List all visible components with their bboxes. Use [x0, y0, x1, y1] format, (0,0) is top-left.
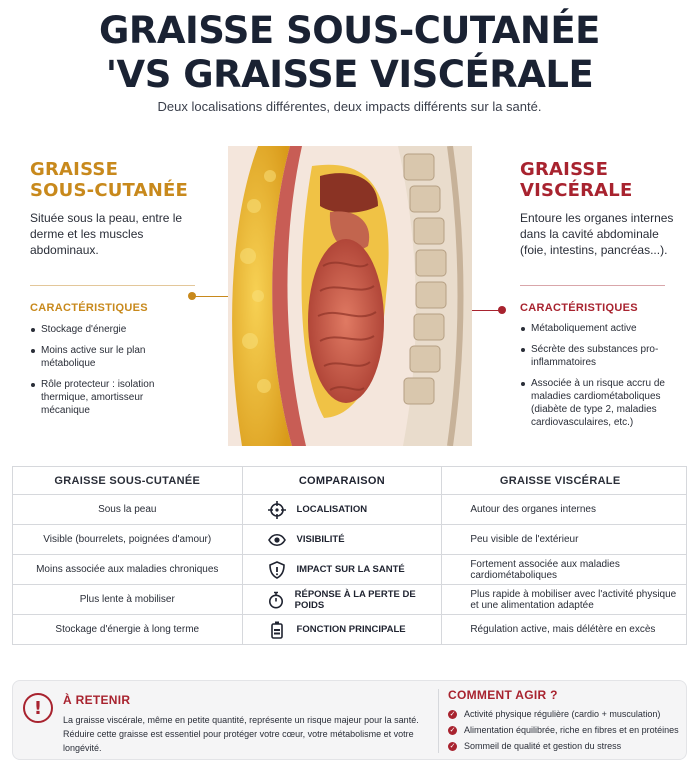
cell-subcutaneous: Visible (bourrelets, poignées d'amour) [13, 525, 243, 555]
right-connector-dot [498, 306, 506, 314]
cell-criterion [242, 555, 442, 585]
left-panel-title [30, 159, 188, 201]
criterion-label: VISIBILITÉ [296, 534, 345, 545]
table-header-row [13, 467, 687, 495]
table-row [13, 555, 687, 585]
list-item: Rôle protecteur : isolation thermique, amortisseur mécanique [30, 378, 190, 417]
takeaway-text [63, 713, 433, 755]
table-row [13, 495, 687, 525]
list-item [448, 707, 679, 721]
right-title-line-2: VISCÉRALE [520, 180, 633, 201]
action-text: Activité physique régulière (cardio + musculation) [464, 709, 661, 719]
criterion-label: LOCALISATION [296, 504, 368, 515]
right-panel-title [520, 159, 632, 201]
table-row [13, 585, 687, 615]
cell-subcutaneous: Moins associée aux maladies chroniques [13, 555, 243, 585]
cell-subcutaneous: Stockage d'énergie à long terme [13, 615, 243, 645]
criterion-label: RÉPONSE À LA PERTE DE POIDS [294, 588, 416, 611]
cell-criterion [242, 585, 442, 615]
cell-visceral: Plus rapide à mobiliser avec l'activité physique et une alimentation adaptée [442, 585, 687, 615]
left-title-line-1: GRAISSE [30, 159, 119, 180]
list-item: Moins active sur le plan métabolique [30, 344, 190, 370]
takeaway-panel [12, 680, 687, 760]
takeaway-title: À RETENIR [63, 693, 131, 707]
comparison-table [12, 466, 687, 645]
criterion-label: IMPACT SUR LA SANTÉ [296, 564, 405, 575]
abdomen-cross-section-illustration [228, 146, 472, 446]
actions-list [448, 707, 679, 755]
cell-visceral: Peu visible de l'extérieur [442, 525, 687, 555]
right-divider [520, 285, 665, 286]
list-item [448, 739, 679, 753]
list-item: Métaboliquement active [520, 322, 680, 335]
takeaway-line-1: La graisse viscérale, même en petite quantité, représente un risque majeur pour la santé. [63, 715, 419, 725]
list-item: Associée à un risque accru de maladies cardiométaboliques (diabète de type 2, maladies cardiovasculaires, etc.) [520, 377, 680, 429]
left-title-line-2: SOUS-CUTANÉE [30, 180, 189, 201]
cell-criterion [242, 525, 442, 555]
cell-visceral: Fortement associée aux maladies cardiométaboliques [442, 555, 687, 585]
subtitle: Deux localisations différentes, deux impacts différents sur la santé. [157, 99, 542, 114]
cell-subcutaneous: Sous la peau [13, 495, 243, 525]
cell-visceral: Régulation active, mais délétère en excès [442, 615, 687, 645]
battery-icon [267, 620, 287, 640]
header-middle: COMPARAISON [242, 467, 442, 495]
crosshair-icon [267, 500, 287, 520]
takeaway-line-2: Réduire cette graisse est essentiel pour protéger votre cœur, votre métabolisme et votre longévité. [63, 729, 414, 753]
list-item: Sécrète des substances pro-inflammatoires [520, 343, 680, 369]
header-right: GRAISSE VISCÉRALE [442, 467, 687, 495]
left-characteristics-list [30, 323, 190, 425]
cell-visceral: Autour des organes internes [442, 495, 687, 525]
left-divider [30, 285, 195, 286]
right-title-line-1: GRAISSE [520, 159, 609, 180]
right-description: Entoure les organes internes dans la cavité abdominale (foie, intestins, pancréas...). [520, 211, 674, 257]
header-left: GRAISSE SOUS-CUTANÉE [13, 467, 243, 495]
shield-alert-icon [267, 560, 287, 580]
criterion-label: FONCTION PRINCIPALE [296, 624, 406, 635]
eye-icon [267, 530, 287, 550]
left-characteristics-title: CARACTÉRISTIQUES [30, 302, 148, 314]
action-text: Alimentation équilibrée, riche en fibres et en protéines [464, 725, 679, 735]
left-description: Située sous la peau, entre le derme et les muscles abdominaux. [30, 211, 183, 257]
left-connector-dot [188, 292, 196, 300]
main-title-line-2: 'VS GRAISSE VISCÉRALE [105, 53, 594, 96]
table-row [13, 525, 687, 555]
stopwatch-icon [267, 590, 285, 610]
main-title-line-1: GRAISSE SOUS-CUTANÉE [99, 9, 600, 52]
action-text: Sommeil de qualité et gestion du stress [464, 741, 622, 751]
right-characteristics-title: CARACTÉRISTIQUES [520, 302, 638, 314]
cell-subcutaneous: Plus lente à mobiliser [13, 585, 243, 615]
warning-icon: ! [23, 693, 53, 723]
right-characteristics-list [520, 322, 680, 437]
check-icon: ✓ [449, 742, 456, 750]
list-item: Stockage d'énergie [30, 323, 190, 336]
actions-title: COMMENT AGIR ? [448, 688, 558, 702]
panel-divider [438, 689, 439, 753]
cell-criterion [242, 495, 442, 525]
check-icon: ✓ [449, 726, 456, 734]
cell-criterion [242, 615, 442, 645]
check-icon: ✓ [449, 710, 456, 718]
list-item [448, 723, 679, 737]
table-row [13, 615, 687, 645]
